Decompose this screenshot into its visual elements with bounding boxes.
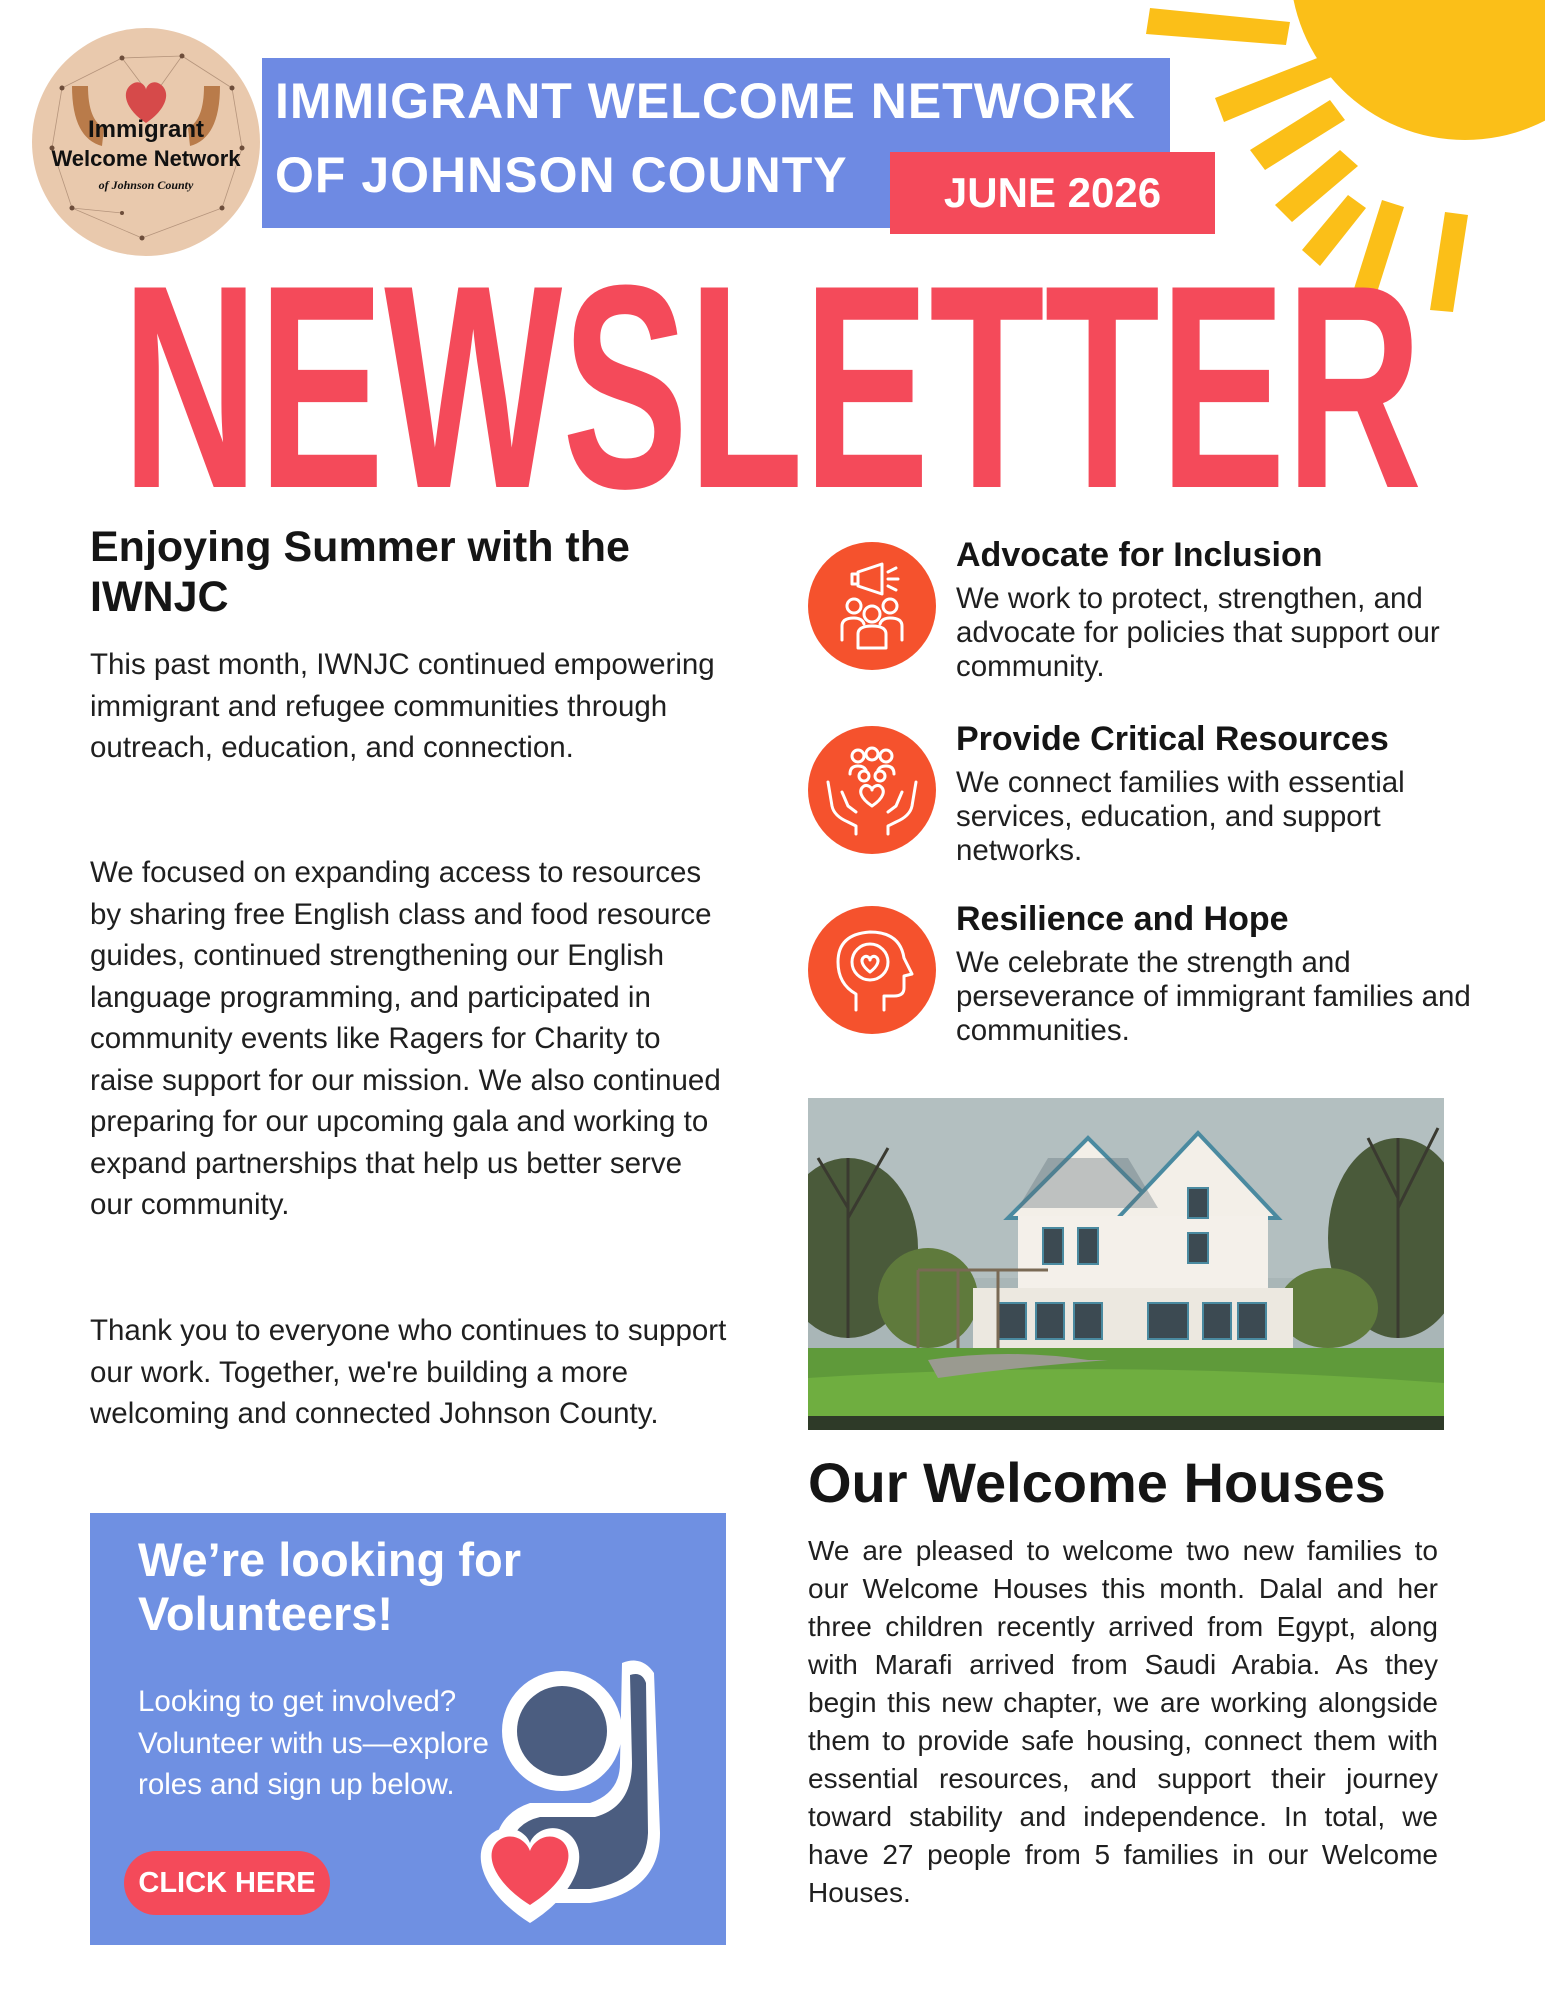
org-logo — [32, 28, 260, 256]
summer-paragraph-2: We focused on expanding access to resources by sharing free English class and food resource guides, continued strengthening our English language programming, and participated in community events like Ragers for Charity to raise support for our mission. We also continued preparing for our upcoming gala and working to expand partnerships that help us better serve our community. — [90, 856, 721, 1221]
feature-text: We celebrate the strength and perseverance of immigrant families and communities. — [956, 946, 1471, 1047]
volunteer-raised-hand-icon — [470, 1643, 710, 1923]
issue-date-badge: JUNE 2026 — [890, 152, 1215, 234]
megaphone-group-icon — [808, 542, 936, 670]
feature-title: Resilience and Hope — [956, 900, 1289, 938]
houses-heading: Our Welcome Houses — [808, 1451, 1386, 1514]
logo-line-2: Welcome Network — [51, 146, 241, 171]
logo-line-3: of Johnson County — [98, 178, 194, 192]
org-title-line-1: IMMIGRANT WELCOME NETWORK — [275, 73, 1137, 129]
masthead-text: NEWSLETTER — [122, 262, 1422, 492]
hands-family-heart-icon — [808, 726, 936, 854]
summer-paragraph-1: This past month, IWNJC continued empowering immigrant and refugee communities through outreach, education, and connection. — [90, 648, 715, 764]
summer-heading: Enjoying Summer with the IWNJC — [90, 523, 630, 621]
feature-title: Advocate for Inclusion — [956, 536, 1323, 574]
volunteer-signup-button[interactable]: CLICK HERE — [124, 1851, 330, 1915]
newsletter-masthead — [0, 262, 1545, 492]
summer-paragraph-3: Thank you to everyone who continues to support our work. Together, we're building a more welcoming and connected Johnson County. — [90, 1314, 727, 1430]
feature-text: We connect families with essential services, education, and support networks. — [956, 766, 1405, 867]
volunteer-text: Looking to get involved? Volunteer with us—explore roles and sign up below. — [138, 1685, 489, 1801]
houses-text: We are pleased to welcome two new families to our Welcome Houses this month. Dalal and her three children recently arrived from Egypt, along with Marafi arrived from Saudi Arabia. As they begin this new chapter, we are working alongside them to provide safe housing, connect them with essential resources, and support their journey toward stability and independence. In total, we have 27 people from 5 families in our Welcome Houses. — [808, 1535, 1438, 1908]
volunteer-heading: We’re looking for Volunteers! — [138, 1533, 521, 1640]
feature-text: We work to protect, strengthen, and advocate for policies that support our community. — [956, 582, 1440, 683]
org-title-line-2: OF JOHNSON COUNTY — [275, 147, 848, 203]
logo-line-1: Immigrant — [87, 116, 204, 143]
volunteer-callout — [90, 1513, 726, 1945]
welcome-house-photo — [808, 1098, 1444, 1430]
feature-title: Provide Critical Resources — [956, 720, 1389, 758]
head-heart-icon — [808, 906, 936, 1034]
